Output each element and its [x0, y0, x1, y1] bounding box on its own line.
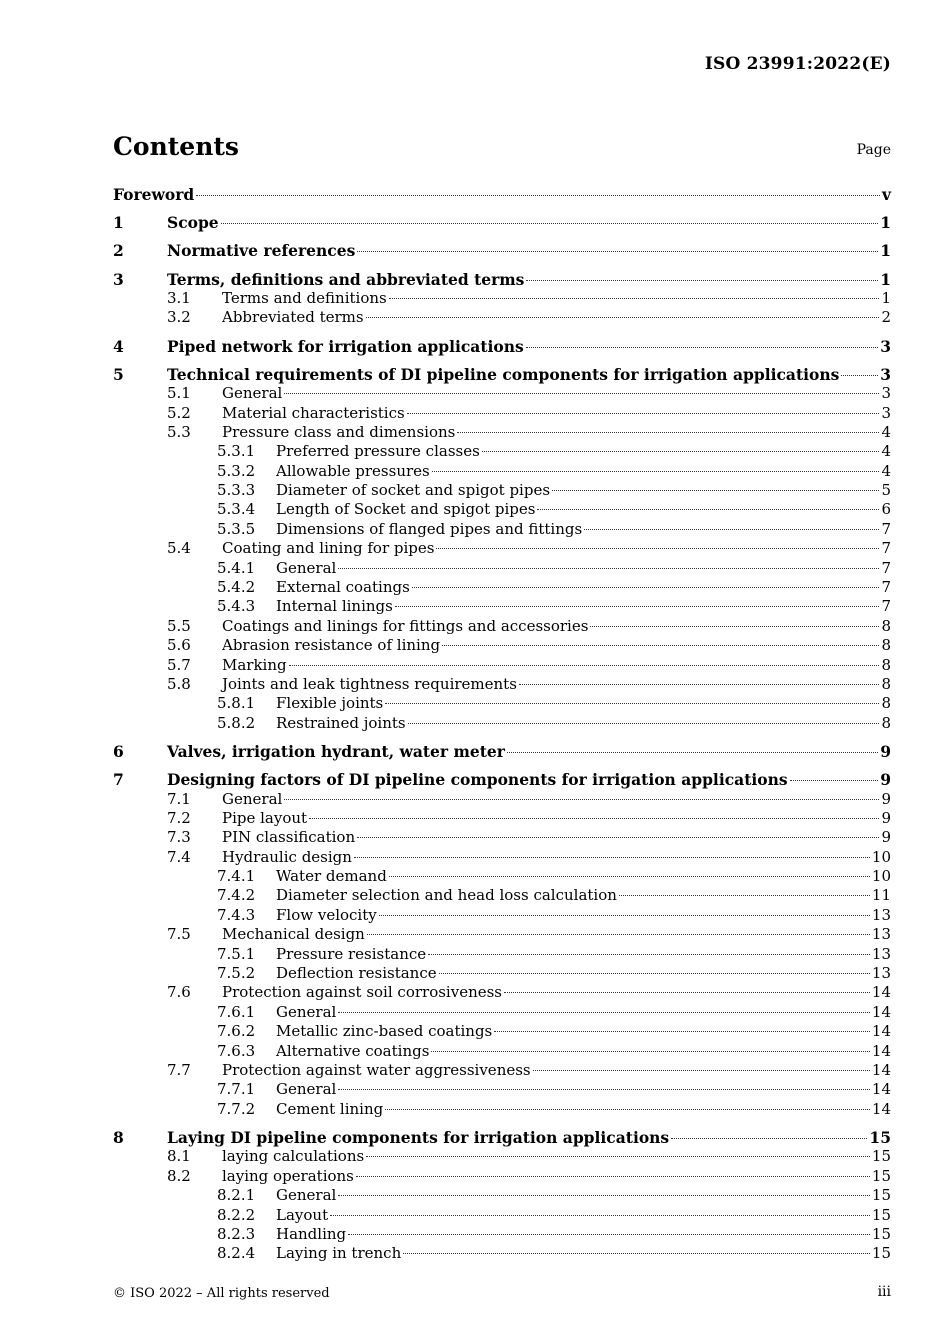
toc-entry-number: 5.4.2	[217, 578, 256, 597]
toc-entry[interactable]	[113, 442, 891, 461]
toc-entry-title[interactable]: Designing factors of DI pipeline components for irrigation applications	[167, 770, 788, 790]
toc-entry[interactable]	[113, 185, 891, 204]
dot-leader	[354, 857, 870, 858]
toc-entry-number: 5.1	[167, 384, 191, 403]
toc-entry-number: 7.5	[167, 925, 191, 944]
toc-entry-number: 7.7	[167, 1060, 191, 1079]
toc-entry-title[interactable]: Normative references	[167, 241, 356, 261]
dot-leader	[790, 780, 879, 781]
toc-entry-number: 5.5	[167, 616, 191, 635]
toc-entry-number: 7	[113, 770, 124, 790]
toc-entry-number: 2	[113, 241, 124, 261]
toc-entry-title[interactable]: Coating and lining for pipes	[222, 539, 435, 558]
page-number: iii	[877, 1284, 891, 1300]
dot-leader	[482, 451, 880, 452]
toc-entry-title[interactable]: Flow velocity	[276, 905, 377, 924]
toc-entry-number: 5.3.5	[217, 519, 256, 538]
toc-entry-title[interactable]: Allowable pressures	[276, 461, 430, 480]
toc-entry-title[interactable]: External coatings	[276, 578, 410, 597]
dot-leader	[408, 723, 880, 724]
toc-entry-title[interactable]: Pressure resistance	[276, 944, 427, 963]
dot-leader	[338, 1195, 870, 1196]
toc-entry-title[interactable]: Laying in trench	[276, 1244, 402, 1263]
toc-entry-page[interactable]: 14	[871, 1080, 891, 1099]
toc-entry[interactable]	[113, 365, 891, 384]
toc-entry[interactable]	[113, 462, 891, 481]
toc-entry[interactable]	[113, 423, 891, 442]
toc-entry-title[interactable]: Pressure class and dimensions	[222, 422, 456, 441]
toc-entry-page[interactable]: 3	[880, 336, 891, 356]
toc-entry-number: 7.5.1	[217, 944, 256, 963]
toc-entry-page[interactable]: 13	[871, 944, 891, 963]
toc-entry-page[interactable]: 1	[880, 269, 891, 289]
toc-entry-title[interactable]: Laying DI pipeline components for irrigation applications	[167, 1127, 670, 1147]
toc-entry[interactable]	[113, 694, 891, 713]
toc-entry[interactable]	[113, 500, 891, 519]
toc-entry-page[interactable]: v	[881, 185, 891, 204]
dot-leader	[584, 529, 879, 530]
toc-entry[interactable]	[113, 742, 891, 761]
toc-entry-number: 7.2	[167, 808, 191, 827]
toc-entry-number: 8.2.2	[217, 1205, 256, 1224]
dot-leader	[309, 818, 879, 819]
toc-entry-number: 3	[113, 269, 124, 289]
toc-entry[interactable]	[113, 289, 891, 308]
toc-entry-number: 5.8.1	[217, 694, 256, 713]
toc-entry-number: 7.6.2	[217, 1022, 256, 1041]
table-of-contents	[113, 185, 891, 1264]
toc-entry[interactable]	[113, 1003, 891, 1022]
toc-entry-number: 8.1	[167, 1147, 191, 1166]
dot-leader	[428, 954, 870, 955]
toc-entry-number: 7.4.2	[217, 886, 256, 905]
dot-leader	[366, 1156, 870, 1157]
toc-entry-title[interactable]: General	[276, 558, 337, 577]
toc-entry[interactable]	[113, 886, 891, 905]
toc-entry[interactable]	[113, 617, 891, 636]
toc-entry[interactable]	[113, 828, 891, 847]
toc-entry[interactable]	[113, 925, 891, 944]
dot-leader	[289, 665, 880, 666]
toc-entry-page[interactable]: 15	[869, 1127, 891, 1147]
toc-entry-page[interactable]: 3	[880, 364, 891, 384]
toc-entry-number: 7.5.2	[217, 964, 256, 983]
toc-entry-number: 7.7.2	[217, 1099, 256, 1118]
toc-entry-title[interactable]: Scope	[167, 213, 219, 233]
toc-entry-title[interactable]: Layout	[276, 1205, 329, 1224]
toc-entry[interactable]	[113, 1167, 891, 1186]
toc-entry-title[interactable]: Deflection resistance	[276, 964, 437, 983]
toc-entry[interactable]	[113, 308, 891, 327]
toc-entry-page[interactable]: 14	[871, 983, 891, 1002]
toc-entry-page[interactable]: 6	[881, 500, 891, 519]
toc-entry[interactable]	[113, 270, 891, 289]
toc-entry-title[interactable]: Abbreviated terms	[222, 308, 364, 327]
toc-entry-number: 5.4	[167, 539, 191, 558]
toc-entry-number: 7.6	[167, 983, 191, 1002]
toc-entry-title[interactable]: General	[276, 1080, 337, 1099]
toc-entry-number: 5	[113, 364, 124, 384]
dot-leader	[412, 587, 880, 588]
dot-leader	[395, 606, 880, 607]
page-column-label: Page	[856, 142, 891, 158]
toc-entry-title[interactable]: Internal linings	[276, 597, 393, 616]
toc-entry-page[interactable]: 7	[881, 597, 891, 616]
toc-entry[interactable]	[113, 770, 891, 789]
toc-entry-number: 7.3	[167, 828, 191, 847]
toc-entry-number: 8	[113, 1127, 124, 1147]
toc-entry[interactable]	[113, 213, 891, 232]
toc-entry-page[interactable]: 14	[871, 1060, 891, 1079]
toc-entry-page[interactable]: 8	[881, 674, 891, 693]
toc-entry[interactable]	[113, 559, 891, 578]
toc-entry-title[interactable]: Material characteristics	[222, 403, 405, 422]
toc-entry[interactable]	[113, 636, 891, 655]
toc-entry-page[interactable]: 2	[881, 308, 891, 327]
toc-entry-page[interactable]: 4	[881, 422, 891, 441]
toc-entry-title[interactable]: Length of Socket and spigot pipes	[276, 500, 536, 519]
toc-entry[interactable]	[113, 241, 891, 260]
toc-entry[interactable]	[113, 809, 891, 828]
toc-entry[interactable]	[113, 867, 891, 886]
dot-leader	[526, 347, 878, 348]
toc-entry-title[interactable]: Technical requirements of DI pipeline components for irrigation applications	[167, 364, 840, 384]
toc-entry-number: 8.2.1	[217, 1186, 256, 1205]
toc-entry-page[interactable]: 7	[881, 578, 891, 597]
toc-entry[interactable]	[113, 1206, 891, 1225]
toc-entry-page[interactable]: 8	[881, 694, 891, 713]
dot-leader	[442, 645, 879, 646]
toc-entry-page[interactable]: 14	[871, 1099, 891, 1118]
toc-entry-number: 6	[113, 741, 124, 761]
toc-entry-title[interactable]: General	[276, 1002, 337, 1021]
toc-entry-page[interactable]: 13	[871, 964, 891, 983]
dot-leader	[357, 251, 878, 252]
dot-leader	[436, 548, 879, 549]
toc-entry[interactable]	[113, 1244, 891, 1263]
toc-entry-page[interactable]: 8	[881, 616, 891, 635]
toc-entry-page[interactable]: 14	[871, 1002, 891, 1021]
dot-leader	[338, 1012, 870, 1013]
dot-leader	[526, 280, 878, 281]
toc-entry-page[interactable]: 10	[871, 847, 891, 866]
toc-entry-page[interactable]: 15	[871, 1147, 891, 1166]
toc-entry-number: 3.2	[167, 308, 191, 327]
dot-leader	[841, 375, 878, 376]
toc-entry-number: 7.1	[167, 789, 191, 808]
toc-entry[interactable]	[113, 1225, 891, 1244]
toc-entry-page[interactable]: 15	[871, 1186, 891, 1205]
toc-entry-page[interactable]: 1	[880, 213, 891, 233]
dot-leader	[389, 876, 870, 877]
toc-entry-page[interactable]: 8	[881, 655, 891, 674]
dot-leader	[432, 471, 880, 472]
toc-entry[interactable]	[113, 964, 891, 983]
toc-entry[interactable]	[113, 597, 891, 616]
toc-entry-title[interactable]: Protection against water aggressiveness	[222, 1060, 531, 1079]
toc-entry-title[interactable]: Coatings and linings for fittings and accessories	[222, 616, 589, 635]
dot-leader	[348, 1234, 870, 1235]
toc-entry[interactable]	[113, 675, 891, 694]
dot-leader	[403, 1253, 870, 1254]
toc-entry-page[interactable]: 3	[881, 403, 891, 422]
toc-entry[interactable]	[113, 578, 891, 597]
toc-entry[interactable]	[113, 1080, 891, 1099]
toc-entry-page[interactable]: 1	[881, 288, 891, 307]
toc-entry-title[interactable]: Mechanical design	[222, 925, 365, 944]
dot-leader	[533, 1070, 870, 1071]
dot-leader	[431, 1051, 869, 1052]
toc-entry-title[interactable]: Preferred pressure classes	[276, 442, 480, 461]
toc-entry-page[interactable]: 7	[881, 519, 891, 538]
toc-entry-page[interactable]: 15	[871, 1166, 891, 1185]
toc-entry-page[interactable]: 3	[881, 384, 891, 403]
toc-entry-page[interactable]: 9	[881, 828, 891, 847]
toc-entry-title[interactable]: General	[222, 384, 283, 403]
toc-entry-title[interactable]: Protection against soil corrosiveness	[222, 983, 502, 1002]
toc-entry-number: 7.7.1	[217, 1080, 256, 1099]
toc-entry-number: 8.2	[167, 1166, 191, 1185]
toc-entry-title[interactable]: Piped network for irrigation applications	[167, 336, 524, 356]
dot-leader	[221, 223, 879, 224]
dot-leader	[356, 1176, 870, 1177]
dot-leader	[504, 992, 870, 993]
toc-entry-page[interactable]: 13	[871, 905, 891, 924]
toc-entry-number: 5.3.3	[217, 481, 256, 500]
toc-entry-page[interactable]: 15	[871, 1205, 891, 1224]
toc-entry[interactable]	[113, 481, 891, 500]
toc-entry-page[interactable]: 15	[871, 1244, 891, 1263]
toc-entry-number: 8.2.3	[217, 1224, 256, 1243]
toc-entry-number: 5.7	[167, 655, 191, 674]
toc-entry[interactable]	[113, 714, 891, 733]
toc-entry-page[interactable]: 9	[880, 741, 891, 761]
toc-entry-title[interactable]: Handling	[276, 1224, 347, 1243]
toc-entry[interactable]	[113, 1186, 891, 1205]
toc-entry[interactable]	[113, 790, 891, 809]
toc-entry-number: 5.8	[167, 674, 191, 693]
toc-entry[interactable]	[113, 1022, 891, 1041]
dot-leader	[366, 317, 880, 318]
toc-entry-number: 8.2.4	[217, 1244, 256, 1263]
toc-entry-page[interactable]: 13	[871, 925, 891, 944]
toc-entry[interactable]	[113, 945, 891, 964]
toc-entry-page[interactable]: 5	[881, 481, 891, 500]
dot-leader	[537, 509, 879, 510]
toc-entry[interactable]	[113, 848, 891, 867]
toc-entry[interactable]	[113, 1061, 891, 1080]
toc-entry-title[interactable]: Cement lining	[276, 1099, 384, 1118]
toc-entry[interactable]	[113, 539, 891, 558]
toc-entry-number: 5.8.2	[217, 713, 256, 732]
toc-entry-title[interactable]: Hydraulic design	[222, 847, 352, 866]
toc-entry-number: 4	[113, 336, 124, 356]
dot-leader	[457, 432, 879, 433]
dot-leader	[519, 684, 880, 685]
toc-entry[interactable]	[113, 337, 891, 356]
dot-leader	[367, 934, 870, 935]
dot-leader	[494, 1031, 870, 1032]
toc-entry[interactable]	[113, 1100, 891, 1119]
toc-entry-title[interactable]: Flexible joints	[276, 694, 384, 713]
toc-entry-title[interactable]: Metallic zinc-based coatings	[276, 1022, 493, 1041]
toc-entry-title[interactable]: Terms, definitions and abbreviated terms	[167, 269, 525, 289]
toc-entry-title[interactable]: Dimensions of flanged pipes and fittings	[276, 519, 583, 538]
dot-leader	[338, 568, 879, 569]
toc-entry[interactable]	[113, 1147, 891, 1166]
toc-entry-page[interactable]: 15	[871, 1224, 891, 1243]
toc-entry-title[interactable]: Terms and definitions	[222, 288, 387, 307]
dot-leader	[284, 393, 879, 394]
toc-entry-page[interactable]: 11	[871, 886, 891, 905]
toc-entry-title[interactable]: General	[276, 1186, 337, 1205]
toc-entry[interactable]	[113, 384, 891, 403]
dot-leader	[619, 895, 870, 896]
toc-entry-number: 5.3.2	[217, 461, 256, 480]
dot-leader	[385, 1109, 870, 1110]
toc-entry[interactable]	[113, 404, 891, 423]
toc-entry-title[interactable]: Restrained joints	[276, 713, 406, 732]
toc-entry-title[interactable]: Pipe layout	[222, 808, 308, 827]
toc-entry-title[interactable]: Marking	[222, 655, 287, 674]
dot-leader	[507, 752, 878, 753]
toc-entry-page[interactable]: 10	[871, 867, 891, 886]
toc-entry-title[interactable]: laying calculations	[222, 1147, 365, 1166]
toc-entry-page[interactable]: 9	[880, 770, 891, 790]
toc-entry-title[interactable]: Joints and leak tightness requirements	[222, 674, 517, 693]
toc-entry-number: 5.4.1	[217, 558, 256, 577]
toc-entry-page[interactable]: 8	[881, 636, 891, 655]
toc-entry-number: 5.3.4	[217, 500, 256, 519]
toc-entry-title[interactable]: Alternative coatings	[276, 1041, 430, 1060]
toc-entry-page[interactable]: 14	[871, 1022, 891, 1041]
toc-entry-page[interactable]: 1	[880, 241, 891, 261]
toc-entry-number: 5.3	[167, 422, 191, 441]
toc-entry-number: 7.6.3	[217, 1041, 256, 1060]
document-id: ISO 23991:2022(E)	[704, 54, 891, 74]
toc-entry[interactable]	[113, 1128, 891, 1147]
toc-entry-page[interactable]: 7	[881, 558, 891, 577]
copyright-notice: © ISO 2022 – All rights reserved	[113, 1286, 330, 1301]
toc-entry-page[interactable]: 4	[881, 442, 891, 461]
toc-entry-title[interactable]: Valves, irrigation hydrant, water meter	[167, 741, 505, 761]
toc-entry-title[interactable]: General	[222, 789, 283, 808]
toc-entry-number: 7.6.1	[217, 1002, 256, 1021]
toc-entry-number: 5.3.1	[217, 442, 256, 461]
toc-entry[interactable]	[113, 983, 891, 1002]
dot-leader	[590, 626, 879, 627]
toc-entry-title[interactable]: Diameter selection and head loss calculation	[276, 886, 617, 905]
toc-entry-number: 5.4.3	[217, 597, 256, 616]
toc-entry-number: 5.6	[167, 636, 191, 655]
toc-entry[interactable]	[113, 1042, 891, 1061]
dot-leader	[407, 413, 880, 414]
dot-leader	[439, 973, 870, 974]
toc-entry-title[interactable]: Water demand	[276, 867, 387, 886]
toc-entry-number: 1	[113, 213, 124, 233]
toc-entry-page[interactable]: 7	[881, 539, 891, 558]
dot-leader	[330, 1215, 870, 1216]
toc-entry[interactable]	[113, 656, 891, 675]
toc-entry-title[interactable]: Abrasion resistance of lining	[222, 636, 441, 655]
toc-entry-page[interactable]: 14	[871, 1041, 891, 1060]
dot-leader	[284, 799, 879, 800]
toc-entry-page[interactable]: 9	[881, 808, 891, 827]
toc-entry-number: 3.1	[167, 288, 191, 307]
toc-entry-number: 7.4	[167, 847, 191, 866]
dot-leader	[385, 703, 879, 704]
toc-entry[interactable]	[113, 520, 891, 539]
dot-leader	[196, 195, 880, 196]
toc-entry-page[interactable]: 8	[881, 713, 891, 732]
dot-leader	[379, 915, 870, 916]
dot-leader	[552, 490, 879, 491]
contents-heading: Contents	[113, 132, 240, 161]
toc-entry-number: 7.4.1	[217, 867, 256, 886]
toc-entry-title[interactable]: PIN classification	[222, 828, 356, 847]
toc-entry-title[interactable]: Diameter of socket and spigot pipes	[276, 481, 551, 500]
toc-entry-number: 5.2	[167, 403, 191, 422]
dot-leader	[338, 1089, 870, 1090]
toc-entry-page[interactable]: 9	[881, 789, 891, 808]
toc-entry-title[interactable]: laying operations	[222, 1166, 354, 1185]
toc-entry-page[interactable]: 4	[881, 461, 891, 480]
toc-entry-number: 7.4.3	[217, 905, 256, 924]
toc-entry-title[interactable]: Foreword	[113, 185, 195, 204]
dot-leader	[389, 298, 880, 299]
dot-leader	[671, 1138, 867, 1139]
toc-entry[interactable]	[113, 906, 891, 925]
dot-leader	[357, 837, 879, 838]
